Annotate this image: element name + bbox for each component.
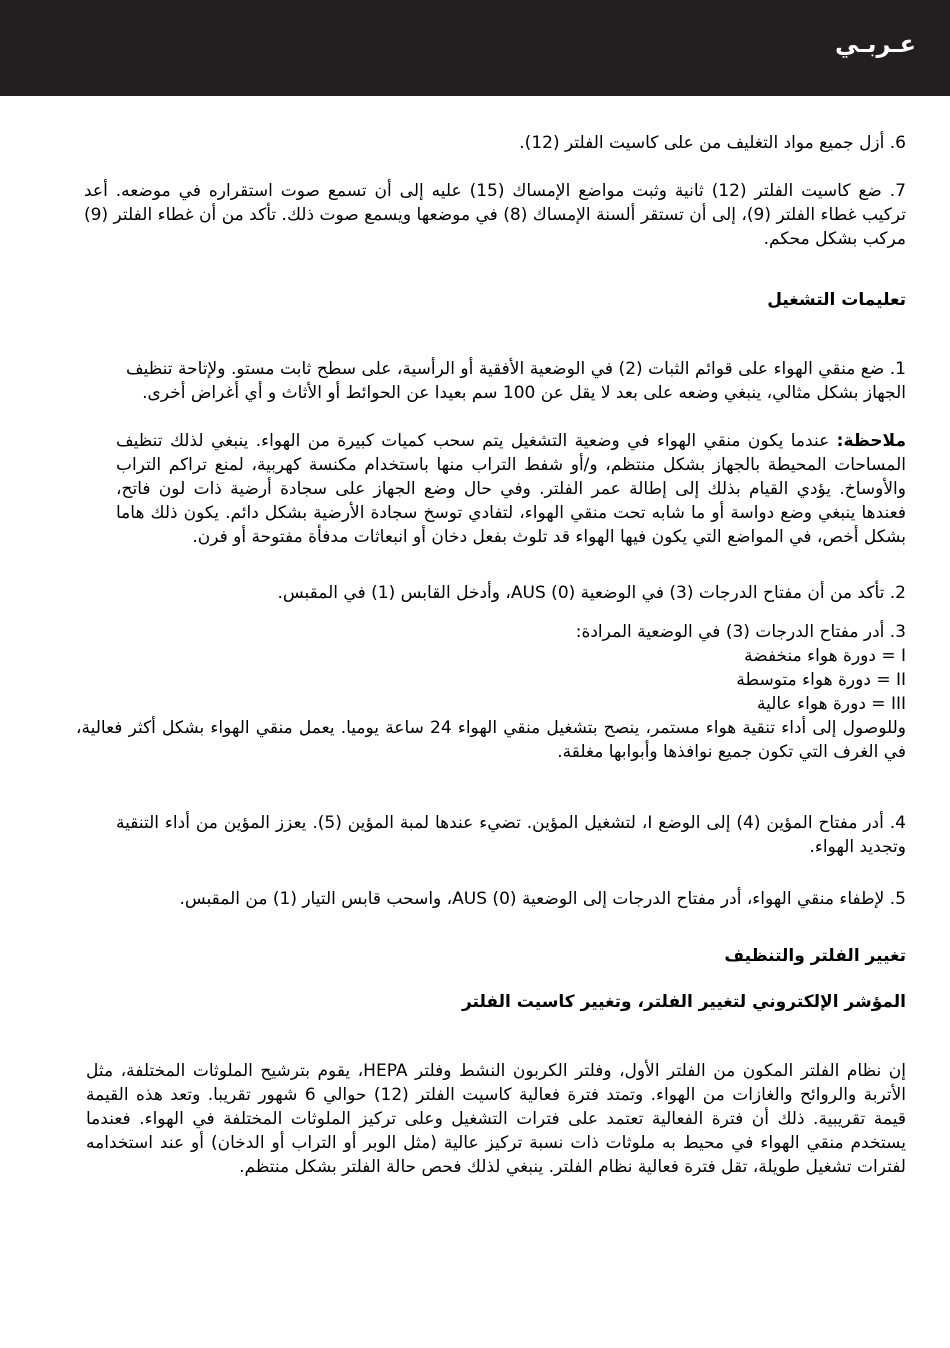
note-text: عندما يكون منقي الهواء في وضعية التشغيل يتم سحب كميات كبيرة من الهواء. ينبغي لذلك تنظيف المساحات المحيطة بالجهاز بشكل منتظم، و/أو شفط التراب منها باستخدام مكنسة كهربية، لمنع تراكم التراب والأوساخ. يؤدي القيام بذلك إلى إطالة عمر الفلتر. وفي حال وضع الجهاز على سجادة أرضية ذات لون فاتح، فعندها ينبغي وضع دواسة أو ما شابه تحت منقي الهواء، لتفادي توسخ سجادة الأرضية بشكل دائم. يكون ذلك هاما بشكل أخص، في المواضع التي يكون فيها الهواء قد تلوث بفعل دخان أو انبعاثات مدفأة مفتوحة أو فرن. — [116, 431, 906, 547]
filter-body: إن نظام الفلتر المكون من الفلتر الأول، وفلتر الكربون النشط وفلتر HEPA، يقوم بترشيح الملوثات المختلفة، مثل الأتربة والروائح والغازات من الهواء. وتمتد فترة فعالية كاسيت الفلتر (12) حوالي 6 شهور تقريبا. وتعد هذه القيمة قيمة تقريبية. ذلك أن فترة الفعالية تعتمد على فترات التشغيل وعلى تركيز الملوثات المختلفة في الهواء. فعندما يستخدم منقي الهواء في محيط به ملوثات ذات نسبة تركيز عالية (مثل الوبر أو التراب أو الدخان) أو عند استخدامه لفترات تشغيل طويلة، تقل فترة فعالية نظام الفلتر. ينبغي لذلك فحص حالة الفلتر بشكل منتظم. — [86, 1061, 906, 1177]
operation-note — [116, 429, 906, 549]
note-label: ملاحظة: — [836, 431, 906, 451]
filter-heading: تغيير الفلتر والتنظيف — [724, 946, 906, 966]
operation-heading: تعليمات التشغيل — [767, 290, 906, 310]
level-high: III = دورة هواء عالية — [756, 694, 906, 714]
step-7: 7. ضع كاسيت الفلتر (12) ثانية وثبت مواضع الإمساك (15) عليه إلى أن تسمع صوت استقراره في موضعه. أعد تركيب غطاء الفلتر (9)، إلى أن تستقر ألسنة الإمساك (8) في موضعها ويسمع صوت ذلك. تأكد من أن غطاء الفلتر (9) مركب بشكل محكم. — [84, 181, 906, 249]
step-6: 6. أزل جميع مواد التغليف من على كاسيت الفلتر (12). — [519, 133, 906, 153]
step-3-note: وللوصول إلى أداء تنقية هواء مستمر، ينصح بتشغيل منقي الهواء 24 ساعة يوميا. يعمل منقي الهواء بشكل أكثر فعالية، في الغرف التي تكون جميع نوافذها وأبوابها مغلقة. — [76, 718, 907, 762]
operation-step-2: 2. تأكد من أن مفتاح الدرجات (3) في الوضعية (0) AUS، وأدخل القابس (1) في المقبس. — [277, 583, 906, 603]
filter-subheading: المؤشر الإلكتروني لتغيير الفلتر، وتغيير كاسيت الفلتر — [461, 992, 906, 1012]
header-bar — [0, 0, 950, 96]
level-low: I = دورة هواء منخفضة — [744, 646, 906, 666]
language-label: عـربـي — [834, 30, 916, 58]
level-medium: II = دورة هواء متوسطة — [736, 670, 906, 690]
operation-step-4: 4. أدر مفتاح المؤين (4) إلى الوضع I، لتشغيل المؤين. تضيء عندها لمبة المؤين (5). يعزز المؤين من أداء التنقية وتجديد الهواء. — [116, 813, 906, 857]
operation-step-3 — [76, 620, 906, 764]
step-3-intro: 3. أدر مفتاح الدرجات (3) في الوضعية المرادة: — [575, 622, 906, 642]
operation-step-1: 1. ضع منقي الهواء على قوائم الثبات (2) في الوضعية الأفقية أو الرأسية، على سطح ثابت مستو. ولإتاحة تنظيف الجهاز بشكل مثالي، ينبغي وضعه على بعد لا يقل عن 100 سم بعيدا عن الحوائط أو الأثاث و أي أغراض أخرى. — [126, 359, 906, 403]
operation-step-5: 5. لإطفاء منقي الهواء، أدر مفتاح الدرجات إلى الوضعية (0) AUS، واسحب قابس التيار (1) من المقبس. — [179, 889, 906, 909]
